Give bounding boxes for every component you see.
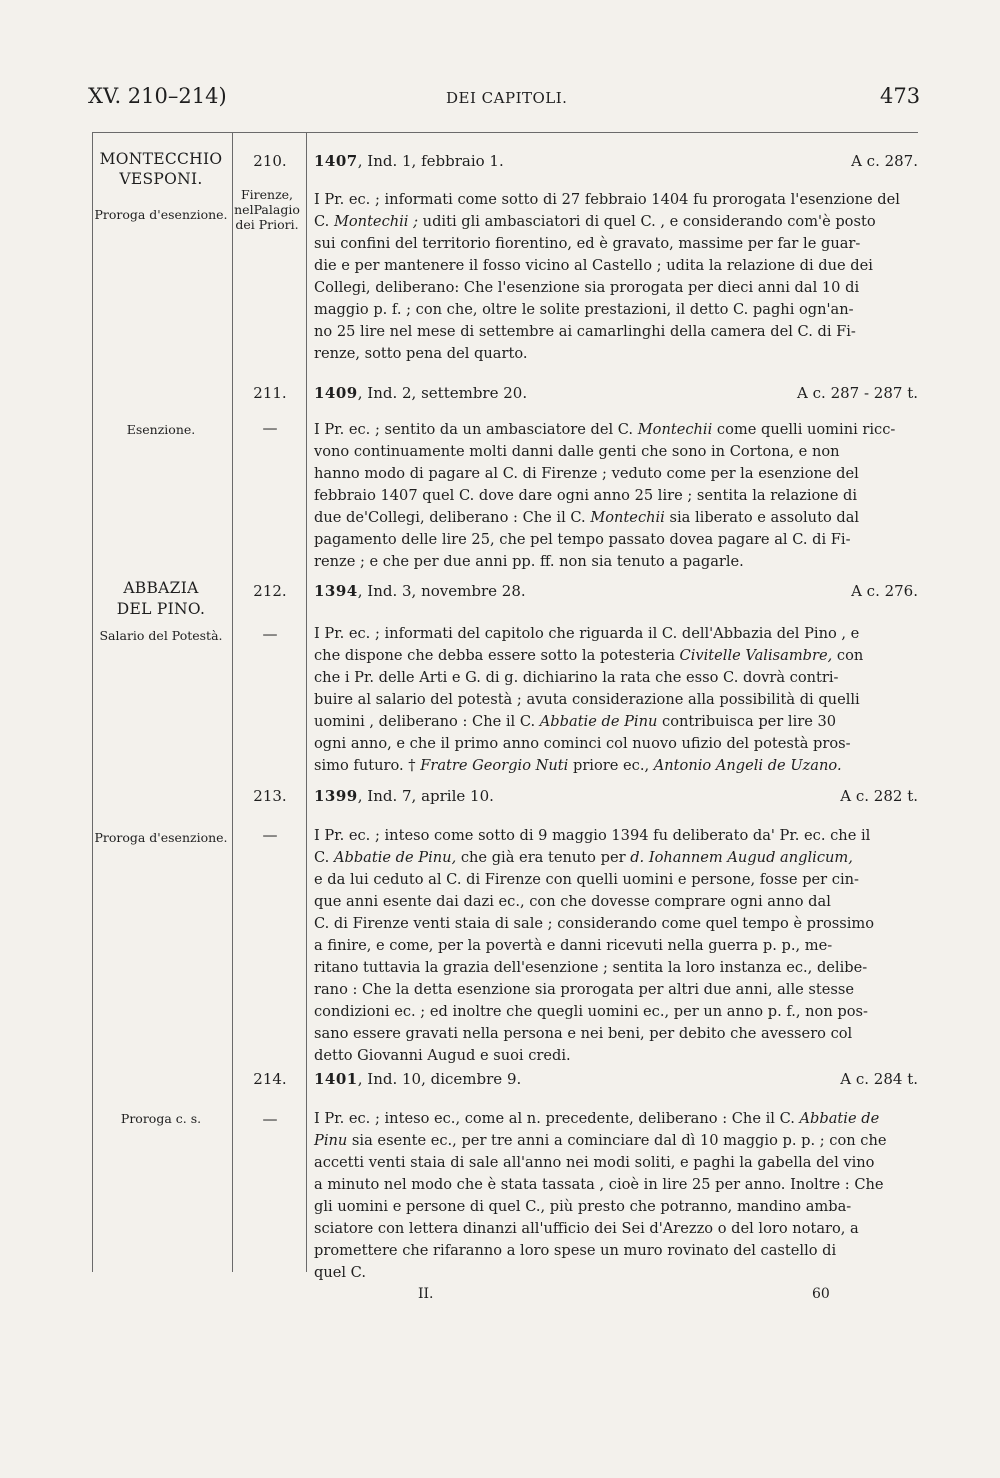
place-note-line: nelPalagio	[234, 202, 300, 217]
text-line: C. Montechii ; uditi gli ambasciatori di quel C. , e considerando com'è posto	[314, 213, 876, 230]
entry-date-rest: , Ind. 2, settembre 20.	[357, 384, 528, 402]
entry-number: 214.	[253, 1070, 287, 1088]
footer-signature: 60	[812, 1286, 830, 1302]
text-line: accetti venti staia di sale all'anno nei modi soliti, e paghi la gabella del vino	[314, 1154, 875, 1171]
text-line: quel C.	[314, 1264, 366, 1281]
text-line: condizioni ec. ; ed inoltre che quegli uomini ec., per un anno p. f., non pos-	[314, 1003, 868, 1020]
text-line: sano essere gravati nella persona e nei beni, per debito che avessero col	[314, 1025, 853, 1042]
text-line: rano : Che la detta esenzione sia prorogata per altri due anni, alle stesse	[314, 981, 855, 998]
column-rule-middle	[232, 132, 233, 1272]
archive-reference: A c. 287 - 287 t.	[797, 384, 918, 402]
text-line-italic: Montechii ;	[333, 213, 419, 230]
entry-year: 1394	[314, 582, 358, 600]
archive-reference: A c. 287.	[851, 152, 918, 170]
place-note-line: dei Priori.	[235, 217, 299, 232]
text-line: Collegi, deliberano: Che l'esenzione sia prorogata per dieci anni dal 10 di	[314, 279, 860, 296]
text-line: vono continuamente molti danni dalle genti che sono in Cortona, e non	[314, 443, 840, 460]
side-note: Proroga d'esenzione.	[94, 207, 228, 222]
entry-year: 1409	[314, 384, 358, 402]
text-line: che i Pr. delle Arti e G. di g. dichiarino la rata che esso C. dovrà contri-	[314, 669, 839, 686]
text-line: simo futuro. † Fratre Georgio Nuti priore ec., Antonio Angeli de Uzano.	[314, 757, 842, 774]
text-line: I Pr. ec. ; informati del capitolo che riguarda il C. dell'Abbazia del Pino , e	[314, 625, 860, 642]
text-line-italic: Fratre Georgio Nuti	[420, 757, 569, 774]
text-line-italic: Abbatie de Pinu,	[333, 849, 457, 866]
text-line-italic: Montechii	[637, 421, 713, 438]
text-line: gli uomini e persone di quel C., più presto che potranno, mandino amba-	[314, 1198, 852, 1215]
text-line: hanno modo di pagare al C. di Firenze ; veduto come per la esenzione del	[314, 465, 859, 482]
location-title-line-2: VESPONI.	[119, 170, 203, 188]
text-line: promettere che rifaranno a loro spese un muro rovinato del castello di	[314, 1242, 837, 1259]
text-line: detto Giovanni Augud e suoi credi.	[314, 1047, 571, 1064]
entry-year: 1399	[314, 787, 358, 805]
text-line: febbraio 1407 quel C. dove dare ogni anno 25 lire ; sentita la relazione di	[314, 487, 858, 504]
text-line: I Pr. ec. ; sentito da un ambasciatore del C. Montechii come quelli uomini ricc-	[314, 421, 896, 438]
archive-reference: A c. 284 t.	[840, 1070, 918, 1088]
text-line: ogni anno, e che il primo anno cominci col nuovo ufizio del potestà pros-	[314, 735, 851, 752]
text-line: a minuto nel modo che è stata tassata , cioè in lire 25 per anno. Inoltre : Che	[314, 1176, 884, 1193]
location-title-line-1: MONTECCHIO	[99, 150, 223, 168]
place-note-line: Firenze,	[240, 187, 294, 202]
location-title-line-2: DEL PINO.	[116, 600, 206, 618]
text-line: che dispone che debba essere sotto la potesteria Civitelle Valisambre, con	[314, 647, 864, 664]
text-line: sciatore con lettera dinanzi all'ufficio dei Sei d'Arezzo o del loro notaro, a	[314, 1220, 859, 1237]
ditto-dash: —	[262, 1110, 278, 1128]
place-note	[232, 187, 302, 232]
text-line: ritano tuttavia la grazia dell'esenzione ; sentita la loro instanza ec., delibe-	[314, 959, 868, 976]
text-line-italic: Abbatie de Pinu	[539, 713, 658, 730]
text-line: I Pr. ec. ; informati come sotto di 27 febbraio 1404 fu prorogata l'esenzione del	[314, 191, 900, 208]
entry-number: 212.	[253, 582, 287, 600]
ditto-dash: —	[262, 826, 278, 844]
entry-year: 1401	[314, 1070, 358, 1088]
entry-date-rest: , Ind. 3, novembre 28.	[357, 582, 526, 600]
side-note: Proroga d'esenzione.	[94, 830, 228, 845]
text-line: no 25 lire nel mese di settembre ai camarlinghi della camera del C. di Fi-	[314, 323, 856, 340]
text-line: buire al salario del potestà ; avuta considerazione alla possibilità di quelli	[314, 691, 860, 708]
entry-number: 213.	[253, 787, 287, 805]
page-number: 473	[880, 84, 921, 108]
text-line: sui confini del territorio fiorentino, ed è gravato, massime per far le guar-	[314, 235, 861, 252]
text-line: renze, sotto pena del quarto.	[314, 345, 528, 362]
entry-date	[314, 152, 504, 170]
entry-year: 1407	[314, 152, 358, 170]
entry-number: 211.	[253, 384, 287, 402]
text-line: renze ; e che per due anni pp. ff. non sia tenuto a pagarle.	[314, 553, 744, 570]
entry-date-rest: , Ind. 7, aprile 10.	[357, 787, 494, 805]
running-head-center: DEI CAPITOLI.	[446, 89, 568, 107]
entry-date	[314, 1070, 521, 1088]
text-line: die e per mantenere il fosso vicino al Castello ; udita la relazione di due dei	[314, 257, 873, 274]
text-line-italic: Abbatie de	[799, 1110, 880, 1127]
text-line: e da lui ceduto al C. di Firenze con quelli uomini e persone, fosse per cin-	[314, 871, 859, 888]
text-line-italic: Antonio Angeli de Uzano.	[653, 757, 842, 774]
header-rule	[92, 132, 918, 133]
text-line: I Pr. ec. ; inteso come sotto di 9 maggio 1394 fu deliberato da' Pr. ec. che il	[314, 827, 871, 844]
entry-date-rest: , Ind. 10, dicembre 9.	[357, 1070, 522, 1088]
text-line: C. di Firenze venti staia di sale ; considerando come quel tempo è prossimo	[314, 915, 875, 932]
text-line: pagamento delle lire 25, che pel tempo passato dovea pagare al C. di Fi-	[314, 531, 851, 548]
text-line: C. Abbatie de Pinu, che già era tenuto per d. Iohannem Augud anglicum,	[314, 849, 853, 866]
text-line-italic: Montechii	[590, 509, 665, 526]
side-note: Esenzione.	[126, 422, 196, 437]
text-line: I Pr. ec. ; inteso ec., come al n. precedente, deliberano : Che il C. Abbatie de	[314, 1110, 880, 1127]
text-line: maggio p. f. ; con che, oltre le solite prestazioni, il detto C. paghi ogn'an-	[314, 301, 854, 318]
text-line: a finire, e come, per la povertà e danni ricevuti nella guerra p. p., me-	[314, 937, 833, 954]
text-line-italic: Civitelle Valisambre,	[679, 647, 833, 664]
column-rule-left	[92, 132, 93, 1272]
archive-reference: A c. 276.	[851, 582, 918, 600]
text-line-italic: Pinu	[314, 1132, 348, 1149]
ditto-dash: —	[262, 419, 278, 437]
text-line: que anni esente dai dazi ec., con che dovesse comprare ogni anno dal	[314, 893, 831, 910]
running-head-left: XV. 210–214)	[88, 84, 227, 108]
side-note: Proroga c. s.	[120, 1111, 202, 1126]
text-line: due de'Collegi, deliberano : Che il C. Montechii sia liberato e assoluto dal	[314, 509, 860, 526]
entry-date	[314, 787, 494, 805]
location-title-line-1: ABBAZIA	[123, 579, 199, 597]
ditto-dash: —	[262, 625, 278, 643]
entry-number: 210.	[253, 152, 287, 170]
footer-volume: II.	[418, 1286, 434, 1302]
archive-reference: A c. 282 t.	[840, 787, 918, 805]
column-rule-right	[306, 132, 307, 1272]
side-note: Salario del Potestà.	[99, 628, 223, 643]
text-line: Pinu sia esente ec., per tre anni a cominciare dal dì 10 maggio p. p. ; con che	[314, 1132, 887, 1149]
entry-date-rest: , Ind. 1, febbraio 1.	[357, 152, 504, 170]
entry-date	[314, 582, 526, 600]
text-line: uomini , deliberano : Che il C. Abbatie de Pinu contribuisca per lire 30	[314, 713, 837, 730]
entry-date	[314, 384, 527, 402]
text-line-italic: d. Iohannem Augud anglicum,	[630, 849, 853, 866]
